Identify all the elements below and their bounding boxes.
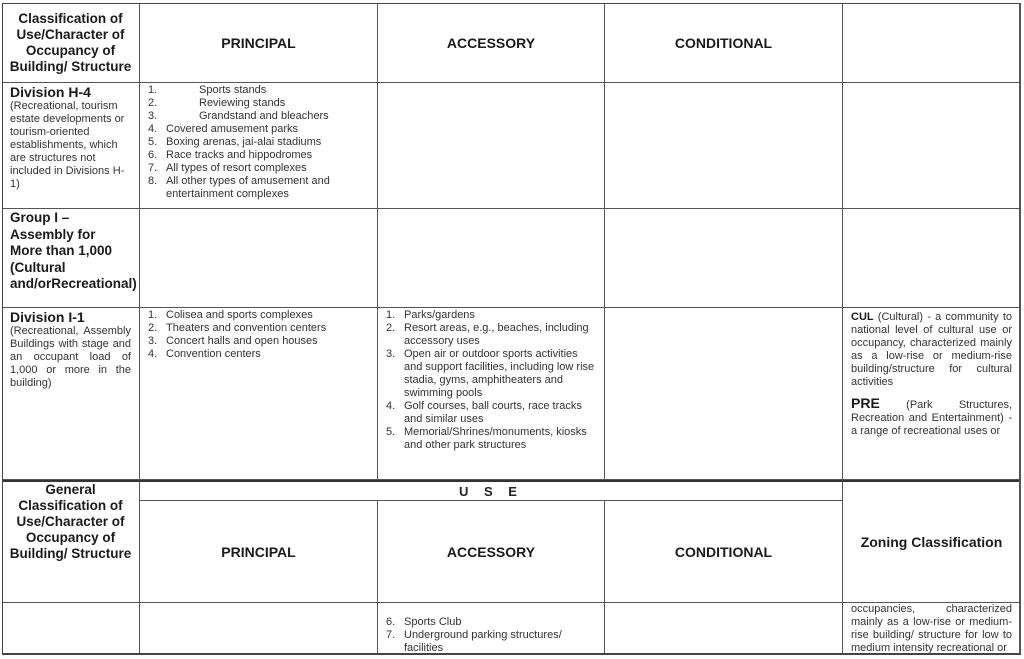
item-number: 5. [148,136,158,148]
group-i-conditional-cell [605,209,843,308]
header2-accessory-text: ACCESSORY [446,543,536,560]
cont-zoning-text: occupancies, characterized mainly as a low-rise or medium-rise building/ structure for low to medium intensity recreational or [851,603,1012,654]
list-item [148,309,371,322]
item-text: Boxing arenas, jai-alai stadiums [166,136,322,148]
item-number: 4. [148,348,158,360]
list-item [148,175,371,201]
zoning-table [2,3,1021,655]
header2-principal-text: PRINCIPAL [221,543,296,560]
item-number: 2. [148,322,158,334]
item-text: Sports Club [404,616,462,628]
list-item [148,348,371,361]
group-i-zoning-cell [843,209,1021,308]
cont-zoning-cell [843,603,1021,655]
h4-principal-list [148,84,371,201]
item-text: Golf courses, ball courts, race tracks and similar uses [404,400,582,425]
item-text: Open air or outdoor sports activities and support facilities, including low rise stadia, gyms, amphitheaters and swimming pools [404,348,595,399]
item-number: 6. [386,616,396,628]
item-number: 5. [386,426,396,438]
list-item [386,616,598,629]
division-h4-cell [2,83,140,209]
group-i-principal-cell [140,209,378,308]
header-zoning-blank [843,3,1021,83]
header2-conditional [605,501,843,603]
item-number: 4. [148,123,158,135]
item-number: 8. [148,175,158,187]
header-classification [2,3,140,83]
list-item [386,322,598,348]
h4-accessory-cell [378,83,605,209]
list-item [386,426,598,452]
group-i-accessory-cell [378,209,605,308]
h4-zoning-cell [843,83,1021,209]
list-item [148,149,371,162]
item-number: 1. [148,309,158,321]
item-number: 4. [386,400,396,412]
item-text: Colisea and sports complexes [166,309,313,321]
i1-accessory-cell [378,308,605,480]
header-accessory [378,3,605,83]
list-item [386,348,598,400]
zoning-cul [851,311,1012,389]
division-h4-title: Division H-4 [10,84,91,100]
item-text: Race tracks and hippodromes [166,149,313,161]
item-text: Theaters and convention centers [166,322,327,334]
header2-classification [2,480,140,603]
item-number: 3. [386,348,396,360]
item-text: Underground parking structures/ facilities [404,629,562,654]
header2-zoning-text: Zoning Classification [860,534,1003,550]
header-accessory-text: ACCESSORY [446,34,536,51]
header-principal [140,3,378,83]
list-item [148,110,371,123]
list-item [148,97,371,110]
i1-conditional-cell [605,308,843,480]
item-number: 7. [386,629,396,641]
list-item [386,629,598,655]
header2-use-text: U S E [459,483,523,499]
item-text: Sports stands [199,84,267,96]
zoning-code-pre: PRE [851,395,880,411]
i1-principal-cell [140,308,378,480]
header2-principal [140,501,378,603]
item-number: 2. [386,322,396,334]
h4-conditional-cell [605,83,843,209]
item-text: Reviewing stands [199,97,286,109]
item-number: 3. [148,110,158,122]
list-item [148,84,371,97]
group-i-title: Group I – Assembly for More than 1,000 (Cultural and/orRecreational) [10,210,137,291]
zoning-cul-text: (Cultural) - a community to national level of cultural use or occupancy, characterized mainly as a low-rise or medium-rise building/structure for cultural activities [851,311,1012,388]
item-number: 6. [148,149,158,161]
list-item [148,162,371,175]
list-item [148,136,371,149]
header2-classification-text: General Classification of Use/Character of Occupancy of Building/ Structure [9,482,132,561]
i1-accessory-list [386,309,598,452]
item-number: 1. [148,84,158,96]
item-text: Resort areas, e.g., beaches, including accessory uses [404,322,589,347]
header2-zoning [843,480,1021,603]
item-number: 3. [148,335,158,347]
item-text: All other types of amusement and entertainment complexes [166,175,330,200]
group-i-cell [2,209,140,308]
i1-principal-list [148,309,371,361]
list-item [148,335,371,348]
item-text: Parks/gardens [404,309,475,321]
header-classification-text: Classification of Use/Character of Occupancy of Building/ Structure [9,10,132,74]
cont-principal-cell [140,603,378,655]
item-number: 7. [148,162,158,174]
header-conditional [605,3,843,83]
header-conditional-text: CONDITIONAL [674,34,773,51]
cont-accessory-list [386,616,598,655]
item-text: Covered amusement parks [166,123,299,135]
item-text: All types of resort complexes [166,162,307,174]
header2-accessory [378,501,605,603]
item-text: Memorial/Shrines/monuments, kiosks and other park structures [404,426,587,451]
i1-zoning-cell [843,308,1021,480]
division-i1-cell [2,308,140,480]
cont-accessory-cell [378,603,605,655]
h4-principal-cell [140,83,378,209]
division-i1-title: Division I-1 [10,309,85,325]
division-i1-description: (Recreational, Assembly Buildings with stage and an occupant load of 1,000 or more in the building) [10,325,131,389]
item-number: 2. [148,97,158,109]
header-principal-text: PRINCIPAL [221,34,296,51]
zoning-pre [851,397,1012,438]
list-item [148,322,371,335]
cont-classification-cell [2,603,140,655]
list-item [148,123,371,136]
division-h4-description: (Recreational, tourism estate developments or tourism-oriented establishments, which are structures not included in Divisions H-1) [10,100,125,190]
item-text: Grandstand and bleachers [199,110,329,122]
header2-use [140,480,843,501]
zoning-code-cul: CUL [851,311,874,323]
zoning-pre-text: (Park Structures, Recreation and Entertainment) - a range of recreational uses or [851,399,1012,437]
item-text: Concert halls and open houses [166,335,318,347]
header2-conditional-text: CONDITIONAL [674,543,773,560]
item-number: 1. [386,309,396,321]
cont-conditional-cell [605,603,843,655]
list-item [386,309,598,322]
list-item [386,400,598,426]
item-text: Convention centers [166,348,261,360]
